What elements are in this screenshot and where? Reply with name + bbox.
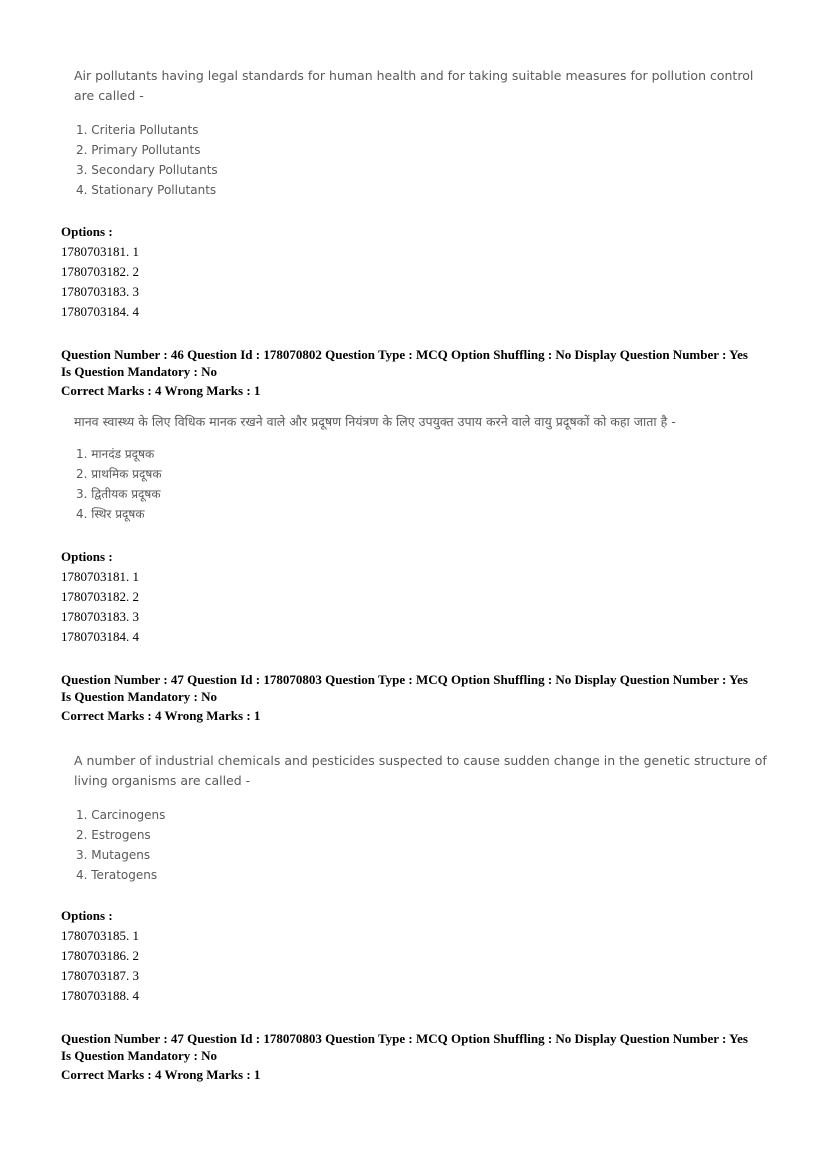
- choice-list: [76, 120, 218, 200]
- choice-item: 3. Secondary Pollutants: [76, 163, 218, 177]
- option-id: 1780703188. 4: [61, 988, 139, 1003]
- choice-item: 1. मानदंड प्रदूषक: [76, 447, 155, 461]
- choice-item: 4. स्थिर प्रदूषक: [76, 507, 145, 521]
- option-id: 1780703181. 1: [61, 569, 139, 584]
- choice-item: 3. Mutagens: [76, 848, 151, 862]
- choice-item: 2. Primary Pollutants: [76, 143, 201, 157]
- question-text: मानव स्वास्थ्य के लिए विधिक मानक रखने वाले और प्रदूषण नियंत्रण के लिए उपयुक्त उपाय करने वाले वायु प्रदूषकों को कहा जाता है -: [74, 414, 676, 429]
- marks-line: Correct Marks : 4 Wrong Marks : 1: [61, 1067, 261, 1082]
- option-id: 1780703185. 1: [61, 928, 139, 943]
- options-label: Options :: [61, 908, 113, 923]
- question-header: [61, 346, 771, 399]
- choice-item: 2. प्राथमिक प्रदूषक: [76, 467, 162, 481]
- option-id: 1780703187. 3: [61, 968, 139, 983]
- options-block: [61, 222, 139, 322]
- option-id: 1780703184. 4: [61, 629, 139, 644]
- choice-item: 1. Carcinogens: [76, 808, 166, 822]
- question-mandatory-line: Is Question Mandatory : No: [61, 689, 218, 704]
- option-id: 1780703184. 4: [61, 304, 139, 319]
- question-meta-line: Question Number : 47 Question Id : 178070803 Question Type : MCQ Option Shuffling : No Display Question Number : Yes: [61, 672, 748, 687]
- question-text: Air pollutants having legal standards for human health and for taking suitable measures for pollution control are called -: [74, 68, 754, 103]
- question-header: [61, 1030, 771, 1083]
- choice-item: 3. द्वितीयक प्रदूषक: [76, 487, 161, 501]
- question-mandatory-line: Is Question Mandatory : No: [61, 1048, 218, 1063]
- choice-item: 2. Estrogens: [76, 828, 151, 842]
- marks-line: Correct Marks : 4 Wrong Marks : 1: [61, 383, 261, 398]
- option-id: 1780703182. 2: [61, 589, 139, 604]
- choice-item: 1. Criteria Pollutants: [76, 123, 199, 137]
- marks-line: Correct Marks : 4 Wrong Marks : 1: [61, 708, 261, 723]
- options-label: Options :: [61, 549, 113, 564]
- question-text: A number of industrial chemicals and pesticides suspected to cause sudden change in the genetic structure of living organisms are called -: [74, 753, 767, 788]
- options-label: Options :: [61, 224, 113, 239]
- options-block: [61, 547, 139, 647]
- option-id: 1780703183. 3: [61, 609, 139, 624]
- question-header: [61, 671, 771, 724]
- option-id: 1780703182. 2: [61, 264, 139, 279]
- question-meta-line: Question Number : 47 Question Id : 178070803 Question Type : MCQ Option Shuffling : No Display Question Number : Yes: [61, 1031, 748, 1046]
- option-id: 1780703181. 1: [61, 244, 139, 259]
- option-id: 1780703186. 2: [61, 948, 139, 963]
- option-id: 1780703183. 3: [61, 284, 139, 299]
- choice-item: 4. Teratogens: [76, 868, 158, 882]
- choice-list: [76, 805, 165, 885]
- question-mandatory-line: Is Question Mandatory : No: [61, 364, 218, 379]
- options-block: [61, 906, 139, 1006]
- choice-item: 4. Stationary Pollutants: [76, 183, 217, 197]
- choice-list: [76, 444, 162, 524]
- question-meta-line: Question Number : 46 Question Id : 178070802 Question Type : MCQ Option Shuffling : No Display Question Number : Yes: [61, 347, 748, 362]
